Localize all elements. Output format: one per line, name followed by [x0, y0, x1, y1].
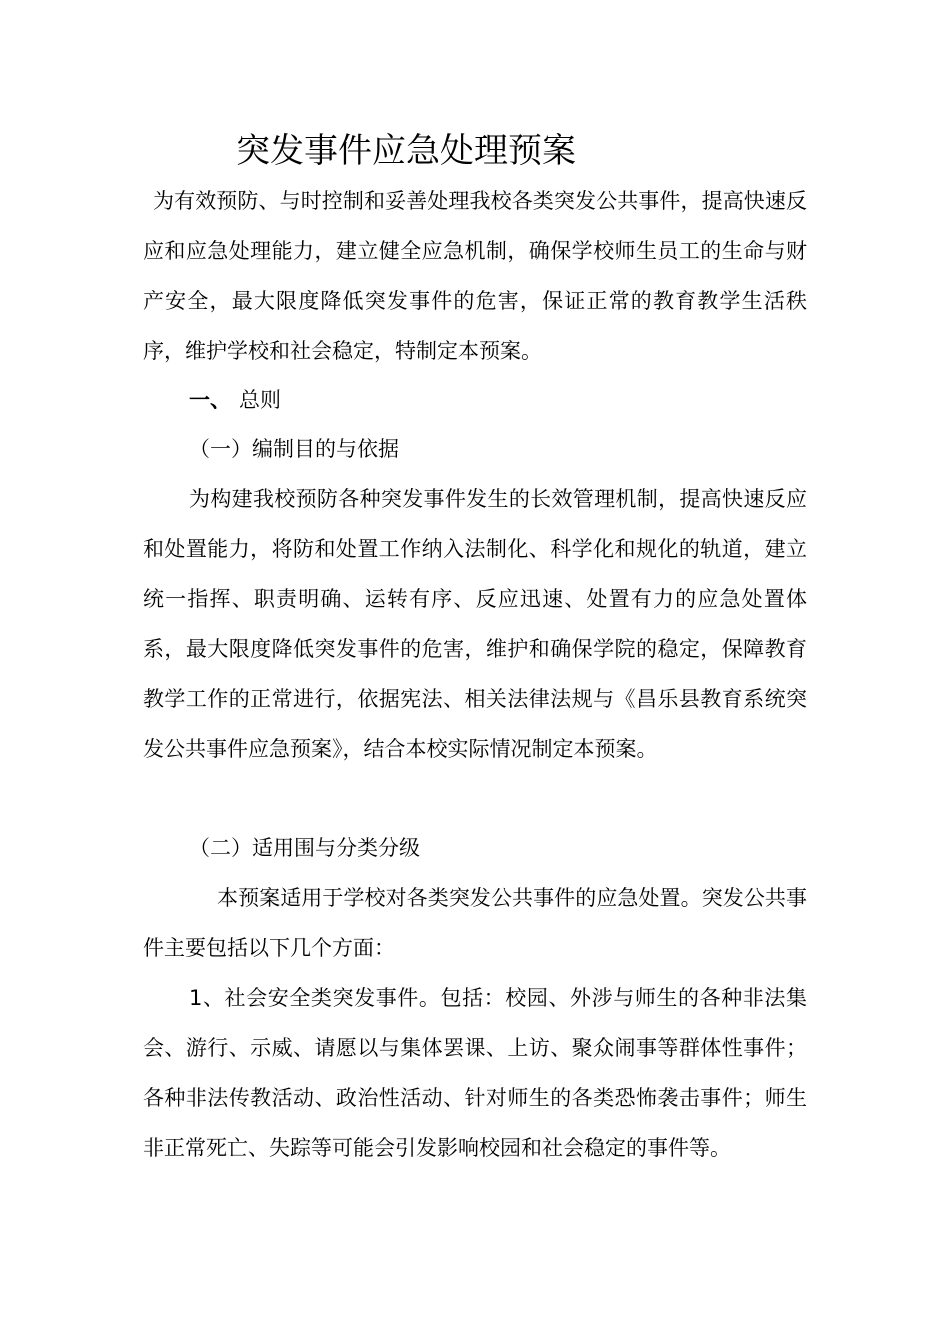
section-number: 一、: [189, 388, 231, 412]
section-heading: 总则: [239, 388, 281, 412]
subsection-heading-scope: （二）适用围与分类分级: [189, 836, 420, 860]
intro-paragraph: 为有效预防、与时控制和妥善处理我校各类突发公共事件，提高快速反应和应急处理能力，建立健全应急机制，确保学校师生员工的生命与财产安全，最大限度降低突发事件的危害，保证正常的教育教学生活秩序，维护学校和社会稳定，特制定本预案。: [143, 189, 807, 363]
document-title: 突发事件应急处理预案: [236, 131, 576, 171]
scope-paragraph: 本预案适用于学校对各类突发公共事件的应急处置。突发公共事件主要包括以下几个方面：: [143, 886, 807, 960]
purpose-paragraph: 为构建我校预防各种突发事件发生的长效管理机制，提高快速反应和处置能力，将防和处置工作纳入法制化、科学化和规化的轨道，建立统一指挥、职责明确、运转有序、反应迅速、处置有力的应急处置体系，最大限度降低突发事件的危害，维护和确保学院的稳定，保障教育教学工作的正常进行，依据宪法、相关法律法规与《昌乐县教育系统突发公共事件应急预案》，结合本校实际情况制定本预案。: [143, 487, 807, 761]
list-item: 1、社会安全类突发事件。包括：校园、外涉与师生的各种非法集会、游行、示威、请愿以与集体罢课、上访、聚众闹事等群体性事件；各种非法传教活动、政治性活动、针对师生的各类恐怖袭击事件；师生非正常死亡、失踪等可能会引发影响校园和社会稳定的事件等。: [143, 986, 807, 1160]
subsection-heading-purpose: （一）编制目的与依据: [189, 437, 399, 461]
